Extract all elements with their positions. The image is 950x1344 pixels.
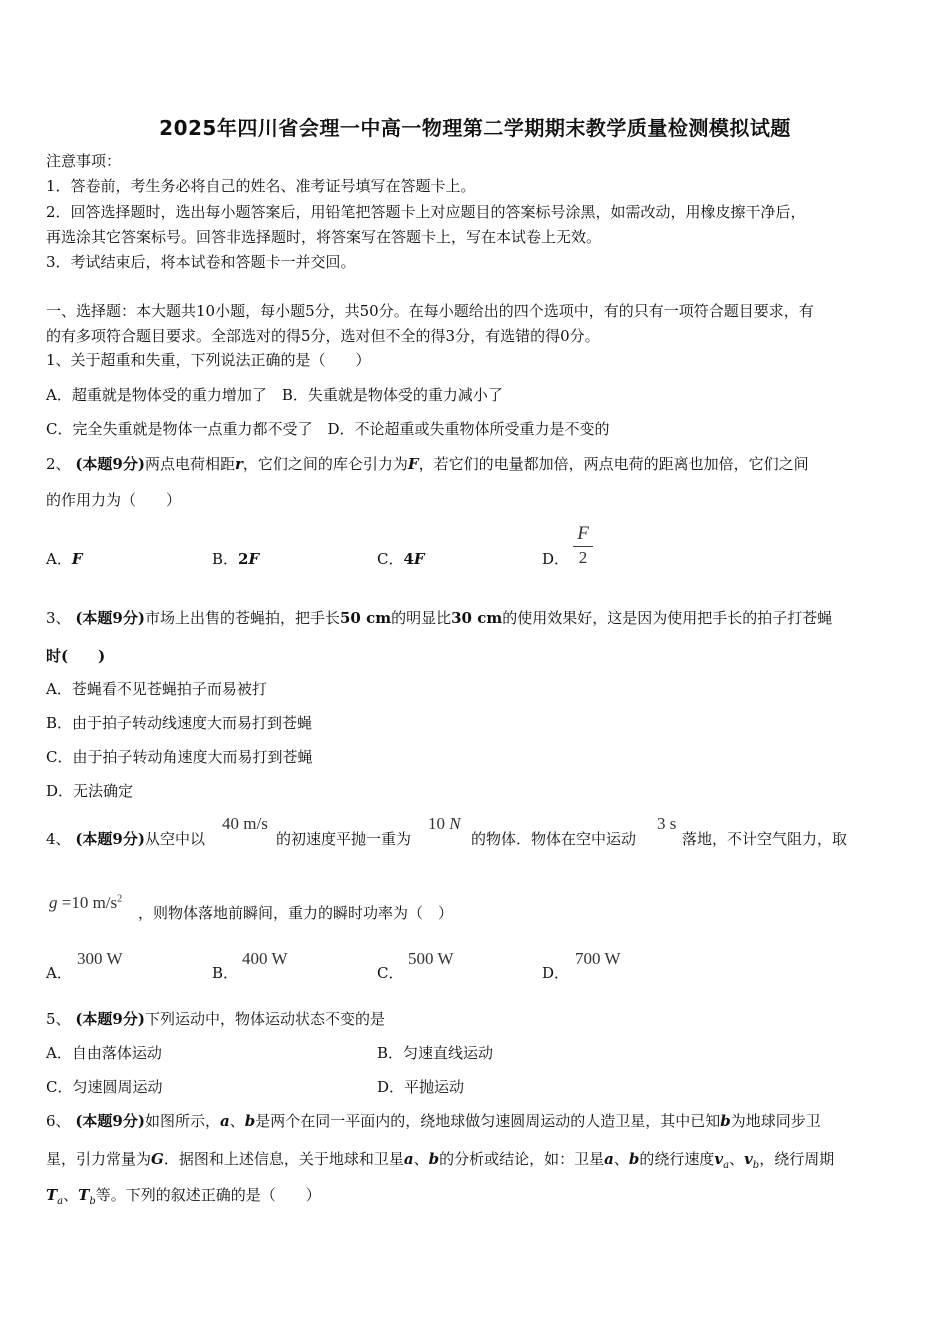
q6-text-7: 的绕行速度	[639, 1150, 715, 1168]
q6-var-t: T	[46, 1186, 58, 1204]
q3-value-1: 50 cm	[339, 609, 392, 627]
fraction-bar	[573, 546, 593, 547]
page-title: 2025年四川省会理一中高一物理第二学期期末教学质量检测模拟试题	[159, 116, 791, 140]
q5-score: (本题9分)	[75, 1010, 145, 1028]
q6-var-b: b	[628, 1150, 640, 1168]
q2-option-d: D．	[542, 550, 570, 568]
q4-option-b-value: 400 W	[242, 949, 288, 968]
section1-intro-line1: 一、选择题：本大题共10小题，每小题5分，共50分。在每小题给出的四个选项中，有的只有一项符合题目要求，有	[46, 302, 814, 320]
q3-option-c: C．由于拍子转动角速度大而易打到苍蝇	[46, 748, 313, 766]
q6-var-b: b	[244, 1112, 256, 1130]
q6-sub-b: b	[89, 1196, 96, 1207]
q5-option-a: A．自由落体运动	[46, 1044, 162, 1062]
q6-sep: 、	[413, 1150, 429, 1168]
q4-weight-unit: N	[449, 814, 461, 833]
q1-stem: 1、关于超重和失重，下列说法正确的是（ ）	[46, 351, 371, 369]
q5-number: 5、	[46, 1010, 71, 1028]
q6-sub-a: a	[723, 1160, 730, 1171]
q3-text-2: 的明显比	[391, 609, 452, 627]
q5-option-c: C．匀速圆周运动	[46, 1078, 163, 1096]
q6-var-b: b	[720, 1112, 731, 1130]
q2-var-f: F	[407, 455, 419, 473]
q5-text: 下列运动中，物体运动状态不变的是	[144, 1010, 385, 1028]
q6-text-8: 绕行周期	[774, 1150, 835, 1168]
q2-stem-line2: 的作用力为（ ）	[46, 491, 182, 509]
q6-text-5: ．据图和上述信息，关于地球和卫星	[163, 1150, 404, 1168]
q6-text-6: 的分析或结论，如：卫星	[439, 1150, 605, 1168]
q4-text-2: 的初速度平抛一重为	[276, 830, 412, 848]
q2-option-b-label: B．	[212, 550, 239, 568]
q4-velocity-formula: 40 m/s	[222, 814, 268, 833]
q3-stem-line1	[46, 608, 832, 628]
q6-sub-a: a	[57, 1196, 64, 1207]
q6-var-v: v	[744, 1150, 753, 1168]
q6-var-a: a	[403, 1150, 414, 1168]
q5-stem	[46, 1009, 385, 1029]
notice-heading: 注意事项：	[46, 152, 122, 170]
q2-stem-line1	[46, 454, 809, 474]
q1-options-cd: C．完全失重就是物体一点重力都不受了 D．不论超重或失重物体所受重力是不变的	[46, 420, 610, 438]
q3-text-1: 市场上出售的苍蝇拍，把手长	[144, 609, 340, 627]
q3-option-b: B．由于拍子转动线速度大而易打到苍蝇	[46, 714, 313, 732]
q4-prefix	[46, 829, 205, 849]
q6-var-g: G	[151, 1150, 164, 1168]
q6-var-t: T	[78, 1186, 90, 1204]
q4-option-b-label: B．	[212, 964, 239, 982]
q2-option-b-var: F	[248, 550, 260, 568]
q3-text-3: 的使用效果好，这是因为使用把手长的拍子打苍蝇	[502, 609, 833, 627]
q4-score: (本题9分)	[75, 830, 145, 848]
q3-value-2: 30 cm	[451, 609, 503, 627]
q6-var-a: a	[604, 1150, 614, 1168]
q3-option-d: D．无法确定	[46, 782, 134, 800]
q1-options-ab: A．超重就是物体受的重力增加了 B．失重就是物体受的重力减小了	[46, 386, 503, 404]
q4-time-formula: 3 s	[657, 814, 677, 833]
q6-var-b: b	[428, 1150, 440, 1168]
q3-number: 3、	[46, 609, 71, 627]
q5-option-b: B．匀速直线运动	[377, 1044, 494, 1062]
q4-text-1: 从空中以	[144, 830, 205, 848]
q6-sep: 、	[229, 1112, 245, 1130]
q5-option-d: D．平抛运动	[377, 1078, 465, 1096]
q2-var-r: r	[234, 455, 243, 473]
q4-weight-formula	[428, 814, 461, 834]
q4-text-3: 的物体．物体在空中运动	[471, 830, 637, 848]
q6-text-4: 星，引力常量为	[46, 1150, 152, 1168]
q2-option-a	[46, 549, 83, 569]
q4-number: 4、	[46, 830, 71, 848]
q4-gravity-formula	[49, 893, 122, 913]
q6-score: (本题9分)	[75, 1112, 145, 1130]
q2-option-b-coef: 2	[238, 550, 249, 568]
q4-option-c-label: C．	[377, 964, 404, 982]
notice-item-2-cont: 再选涂其它答案标号。回答非选择题时，将答案写在答题卡上，写在本试卷上无效。	[46, 228, 602, 246]
q4-option-a-value: 300 W	[77, 949, 123, 968]
q4-weight-value: 10	[428, 814, 445, 833]
q2-text-2: ，它们之间的库仑引力为	[242, 455, 408, 473]
q4-stem-line2: ，则物体落地前瞬间，重力的瞬时功率为（ ）	[138, 904, 454, 922]
q2-option-c	[377, 549, 425, 569]
fraction-denominator: 2	[578, 548, 588, 567]
q2-text-1: 两点电荷相距	[144, 455, 235, 473]
q6-text-1: 如图所示，	[144, 1112, 220, 1130]
q2-number: 2、	[46, 455, 71, 473]
q2-option-a-value: F	[71, 550, 83, 568]
q6-stem-line3	[46, 1185, 321, 1212]
q3-score: (本题9分)	[75, 609, 145, 627]
q4-option-d-value: 700 W	[575, 949, 621, 968]
q6-var-a: a	[219, 1112, 230, 1130]
q6-sep: 、	[63, 1186, 79, 1204]
q6-var-v: v	[714, 1150, 724, 1168]
q2-option-b	[212, 549, 259, 569]
q4-gravity-exponent: 2	[117, 893, 123, 905]
q3-option-a: A．苍蝇看不见苍蝇拍子而易被打	[46, 680, 267, 698]
notice-item-1: 1．答卷前，考生务必将自己的姓名、准考证号填写在答题卡上。	[46, 177, 476, 195]
q6-text-3: 为地球同步卫	[730, 1112, 821, 1130]
q2-option-a-label: A．	[46, 550, 72, 568]
q2-option-c-label: C．	[377, 550, 404, 568]
q6-sep: 、	[613, 1150, 629, 1168]
q2-option-c-var: F	[413, 550, 425, 568]
q4-option-a-label: A．	[46, 964, 72, 982]
q4-gravity-value: =10 m/s	[61, 893, 118, 912]
q6-stem-line1	[46, 1111, 821, 1131]
q2-score: (本题9分)	[75, 455, 145, 473]
q6-number: 6、	[46, 1112, 71, 1130]
section1-intro-line2: 的有多项符合题目要求。全部选对的得5分，选对但不全的得3分，有选错的得0分。	[46, 327, 600, 345]
q2-text-3: ，若它们的电量都加倍，两点电荷的距离也加倍，它们之间	[418, 455, 809, 473]
q6-text-9: 等。下列的叙述正确的是（ ）	[95, 1186, 321, 1204]
q4-gravity-symbol: g	[49, 893, 58, 912]
fraction-numerator: F	[577, 523, 589, 544]
q6-comma: ，	[759, 1150, 775, 1168]
q6-sep: 、	[729, 1150, 745, 1168]
q6-sub-b: b	[752, 1160, 760, 1171]
q4-text-4: 落地，不计空气阻力，取	[682, 830, 848, 848]
q6-stem-line2	[46, 1149, 834, 1176]
q2-option-c-coef: 4	[403, 550, 414, 568]
q4-option-c-value: 500 W	[408, 949, 454, 968]
q2-option-d-fraction	[573, 524, 593, 567]
notice-item-3: 3．考试结束后，将本试卷和答题卡一并交回。	[46, 253, 356, 271]
q3-stem-line2: 时( )	[46, 647, 106, 665]
notice-item-2: 2．回答选择题时，选出每小题答案后，用铅笔把答题卡上对应题目的答案标号涂黑，如需改动，用橡皮擦干净后，	[46, 203, 806, 221]
q4-option-d-label: D．	[542, 964, 570, 982]
q6-text-2: 是两个在同一平面内的，绕地球做匀速圆周运动的人造卫星，其中已知	[255, 1112, 721, 1130]
